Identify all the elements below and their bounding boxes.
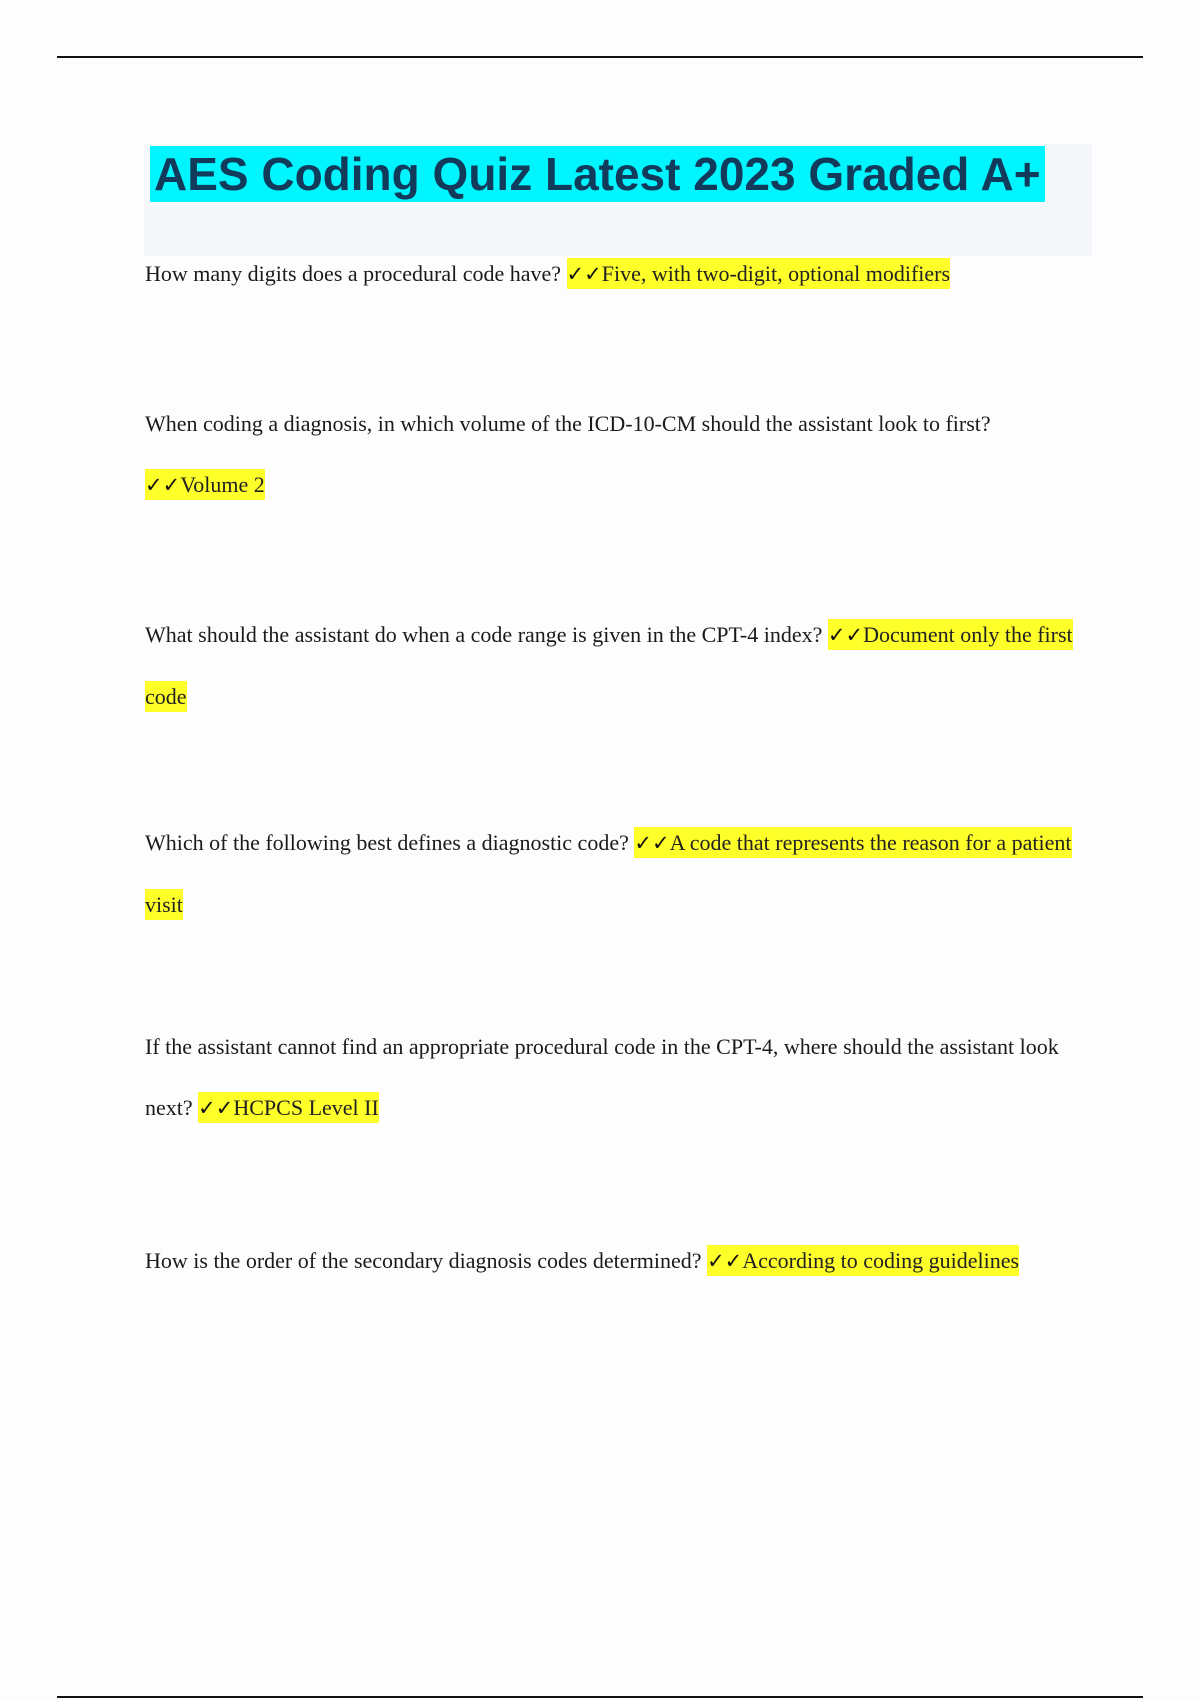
qa-item-4 — [145, 812, 1095, 935]
double-check-icon: ✓✓ — [198, 1096, 234, 1120]
qa-item-6 — [145, 1230, 1095, 1292]
top-divider — [57, 56, 1143, 58]
answer-highlight — [198, 1092, 379, 1123]
answer-highlight — [707, 1245, 1019, 1276]
question-text: How is the order of the secondary diagnosis codes determined? — [145, 1248, 702, 1273]
answer-text: According to coding guidelines — [742, 1248, 1020, 1273]
qa-item-3 — [145, 604, 1095, 727]
question-text: What should the assistant do when a code range is given in the CPT-4 index? — [145, 622, 823, 647]
answer-highlight — [567, 258, 951, 289]
question-text: When coding a diagnosis, in which volume of the ICD-10-CM should the assistant look to first? — [145, 411, 991, 436]
double-check-icon: ✓✓ — [566, 262, 602, 286]
double-check-icon: ✓✓ — [634, 831, 670, 855]
double-check-icon: ✓✓ — [827, 623, 864, 647]
qa-item-2 — [145, 393, 1095, 516]
answer-text: A code that represents the reason for a patient visit — [145, 830, 1072, 917]
answer-text: Five, with two-digit, optional modifiers — [601, 261, 951, 286]
double-check-icon: ✓✓ — [707, 1249, 743, 1273]
answer-highlight — [145, 469, 265, 500]
answer-text: Document only the first code — [145, 622, 1073, 709]
bottom-divider — [57, 1696, 1143, 1698]
double-check-icon: ✓✓ — [145, 473, 181, 497]
answer-text: HCPCS Level II — [233, 1095, 379, 1120]
question-text: If the assistant cannot find an appropriate procedural code in the CPT-4, where should the assistant look next? — [145, 1034, 1059, 1120]
document-title: AES Coding Quiz Latest 2023 Graded A+ — [150, 146, 1045, 202]
question-text: How many digits does a procedural code have? — [145, 261, 562, 286]
question-text: Which of the following best defines a diagnostic code? — [145, 830, 629, 855]
qa-item-5 — [145, 1016, 1095, 1139]
answer-text: Volume 2 — [180, 472, 265, 497]
qa-item-1 — [145, 243, 1095, 305]
